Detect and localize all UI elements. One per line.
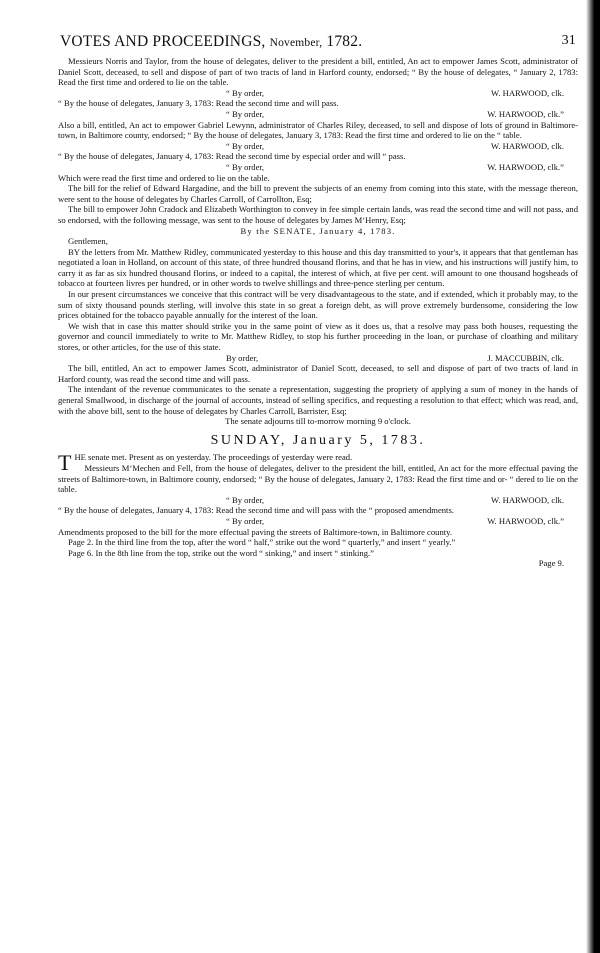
paragraph: Messieurs Norris and Taylor, from the house of delegates, deliver to the president a bill, entitled, An act to empower James Scott, administrator of Daniel Scott, deceased, to sell and dispose of part of two tracts of land in Harford county, endorsed; “ By the house of delegates, “ January 2, 1783: Read the first time and ordered to lie on the table. — [58, 56, 578, 88]
clerk-name: W. HARWOOD, clk.” — [487, 161, 564, 172]
adjournment-note: The senate adjourns till to-morrow morning 9 o'clock. — [225, 416, 411, 427]
clerk-name: J. MACCUBBIN, clk. — [487, 352, 564, 363]
paragraph: Also a bill, entitled, An act to empower Gabriel Lewynn, administrator of Charles Riley, deceased, to sell and dispose of lots of ground in Baltimore-town, in Baltimore county, endorsed; “ By the house of delegates, January 3, 1783: Read the first time and ordered to lie on the “ table. — [58, 119, 578, 141]
signature-line: “ By order, W. HARWOOD, clk.” — [58, 516, 578, 527]
paragraph: The bill, entitled, An act to empower James Scott, administrator of Daniel Scott, deceased, to sell and dispose of part of two tracts of land in Harford county, was read the second time and will pass. — [58, 363, 578, 384]
paragraph: Page 2. In the third line from the top, after the word “ half,” strike out the word “ quarterly,” and insert “ yearly.” — [68, 537, 456, 548]
clerk-name: W. HARWOOD, clk.” — [487, 108, 564, 119]
catchword: Page 9. — [538, 558, 564, 569]
paragraph: In our present circumstances we conceive that this contract will be very disadvantageous to the state, and if extended, which it probably may, to the sum of sixty thousand pounds sterling, will involve this state in so great a foreign debt, as will prove extremely burdensome, considering the low prices obtained for the tobacco payable annually for the interest of the loan. — [58, 289, 578, 321]
paragraph: The bill for the relief of Edward Hargadine, and the bill to prevent the subjects of an enemy from coming into this state, with the message thereon, were sent to the house of delegates by Charles Carroll, of Carrollton, Esq; — [58, 183, 578, 204]
signature-line: By order, J. MACCUBBIN, clk. — [58, 353, 578, 364]
signature-line: “ By order, W. HARWOOD, clk. — [58, 495, 578, 506]
signature-line: “ By order, W. HARWOOD, clk.” — [58, 162, 578, 173]
clerk-name: W. HARWOOD, clk. — [491, 494, 564, 505]
header-year: 1782. — [326, 33, 363, 50]
clerk-name: W. HARWOOD, clk.” — [487, 515, 564, 526]
signature-line: “ By order, W. HARWOOD, clk.” — [58, 109, 578, 120]
paragraph: “ By the house of delegates, January 4, 1783: Read the second time and will pass with the “ proposed amendments. — [58, 505, 454, 516]
drop-cap: T — [58, 450, 72, 476]
salutation: Gentlemen, — [68, 236, 108, 247]
senate-date-heading: By the SENATE, January 4, 1783. — [240, 225, 396, 236]
page-number: 31 — [561, 33, 576, 48]
signature-line: “ By order, W. HARWOOD, clk. — [58, 88, 578, 99]
paragraph: “ By the house of delegates, January 4, 1783: Read the second time by especial order and will “ pass. — [58, 151, 406, 162]
paragraph: Messieurs M‘Mechen and Fell, from the house of delegates, deliver to the president the bill, entitled, An act for the more effectual paving the streets of Baltimore-town, in Baltimore county, endorsed; “ By the house of delegates, January 2, 1783: Read the first time and or- “ dered to lie on the table. — [58, 462, 578, 495]
paragraph: Amendments proposed to the bill for the more effectual paving the streets of Baltimore-town, in Baltimore county. — [58, 526, 453, 537]
header-month: November, — [269, 37, 323, 49]
paragraph: We wish that in case this matter should strike you in the same point of view as it does us, that a resolve may pass both houses, requesting the governor and council immediately to write to Mr. Matthew Ridley, to stop his further proceeding in the loan, or purchase of cloathing and military stores, or other articles, for the use of this state. — [58, 320, 578, 353]
paragraph: “ By the house of delegates, January 3, 1783: Read the second time and will pass. — [58, 98, 339, 109]
paragraph: Page 6. In the 8th line from the top, strike out the word “ sinking,” and insert “ stinking.” — [68, 547, 374, 558]
paragraph: THE senate met. Present as on yesterday. The proceedings of yesterday were read. — [58, 450, 353, 476]
clerk-name: W. HARWOOD, clk. — [491, 140, 564, 151]
paragraph: Which were read the first time and ordered to lie on the table. — [58, 172, 270, 183]
running-header — [60, 33, 580, 51]
clerk-name: W. HARWOOD, clk. — [491, 87, 564, 98]
page-edge-shadow — [586, 0, 600, 953]
page-body — [58, 56, 578, 569]
paragraph: The intendant of the revenue communicates to the senate a representation, suggesting the propriety of applying a sum of money in the hands of general Smallwood, in discharge of the journal of accounts, instead of selling specifics, and requesting a resolution to that effect; which was read, and, with the above bill, sent to the house of delegates by Charles Carroll, Barrister, Esq; — [58, 384, 578, 416]
paragraph: BY the letters from Mr. Matthew Ridley, communicated yesterday to this house and this day transmitted to your's, it appears that that gentleman has negotiated a loan in Holland, on account of this state, of three hundred thousand florins, and that he has in view, and his instructions will justify him, to carry it as far as six hundred thousand florins, or indeed to a capital, the interest of which, at five per cent. will amount to one thousand hogsheads of tobacco at fourteen livres per hundred, or in other words to twelve shillings and three-pence sterling per centum. — [58, 246, 578, 289]
paragraph: The bill to empower John Cradock and Elizabeth Worthington to convey in fee simple certain lands, was read the second time and will not pass, and so endorsed, with the following message, was sent to the house of delegates by James M‘Henry, Esq; — [58, 204, 578, 225]
sunday-heading: SUNDAY, January 5, 1783. — [210, 432, 426, 448]
signature-line: “ By order, W. HARWOOD, clk. — [58, 141, 578, 152]
header-title: VOTES AND PROCEEDINGS, — [60, 33, 266, 50]
